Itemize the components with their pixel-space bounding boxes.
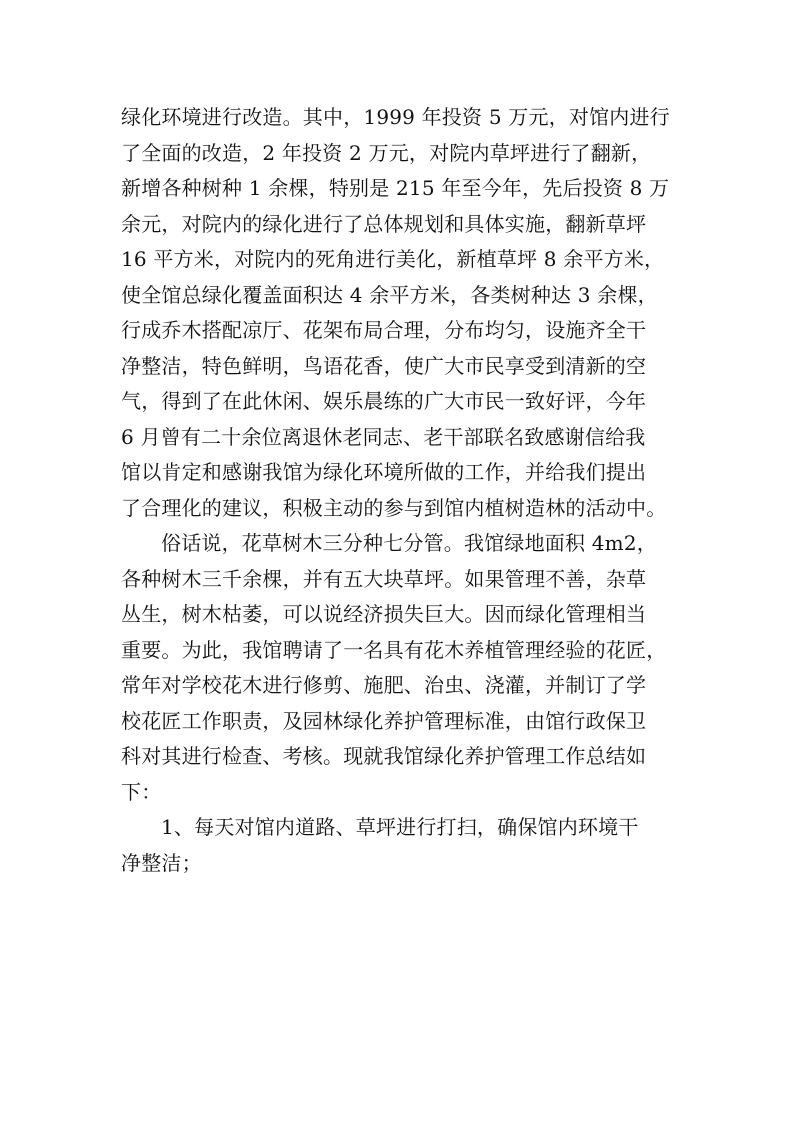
text-line: 净整洁；	[121, 850, 202, 875]
text-line: 净整洁，特色鲜明，鸟语花香，使广大市民享受到清新的空	[121, 353, 647, 378]
text-line: 下：	[121, 779, 162, 804]
text-line: 重要。为此，我馆聘请了一名具有花木养植管理经验的花匠，	[121, 637, 667, 662]
text-line: 馆以肯定和感谢我馆为绿化环境所做的工作，并给我们提出	[121, 460, 647, 484]
text-line: 校花匠工作职责，及园林绿化养护管理标准，由馆行政保卫	[121, 708, 647, 733]
text-line: 气，得到了在此休闲、娱乐晨练的广大市民一致好评，今年	[121, 389, 647, 413]
text-line: 余元，对院内的绿化进行了总体规划和具体实施，翻新草坪	[121, 211, 647, 236]
text-line: 绿化环境进行改造。其中，1999 年投资 5 万元，对馆内进行	[121, 105, 670, 129]
text-line: 16 平方米，对院内的死角进行美化，新植草坪 8 余平方米，	[121, 247, 665, 271]
text-line: 科对其进行检查、考核。现就我馆绿化养护管理工作总结如	[121, 744, 647, 768]
text-line: 常年对学校花木进行修剪、施肥、治虫、浇灌，并制订了学	[121, 673, 647, 697]
text-line: 6 月曾有二十余位离退休老同志、老干部联名致感谢信给我	[121, 424, 646, 449]
text-line: 行成乔木搭配凉厅、花架布局合理，分布均匀，设施齐全干	[121, 318, 647, 342]
text-line: 丛生，树木枯萎，可以说经济损失巨大。因而绿化管理相当	[121, 602, 647, 626]
body-text	[121, 100, 681, 881]
text-line: 了全面的改造，2 年投资 2 万元，对院内草坪进行了翻新，	[121, 140, 652, 165]
list-item-line: 1、每天对馆内道路、草坪进行打扫，确保馆内环境干	[161, 815, 639, 839]
text-line: 了合理化的建议，积极主动的参与到馆内植树造林的活动中。	[121, 495, 667, 520]
text-line: 使全馆总绿化覆盖面积达 4 余平方米，各类树种达 3 余棵，	[121, 282, 658, 307]
paragraph-start-line: 俗话说，花草树木三分种七分管。我馆绿地面积 4m2，	[161, 531, 657, 555]
text-line: 各种树木三千余棵，并有五大块草坪。如果管理不善，杂草	[121, 566, 647, 591]
text-line: 新增各种树种 1 余棵，特别是 215 年至今年，先后投资 8 万	[121, 176, 670, 200]
